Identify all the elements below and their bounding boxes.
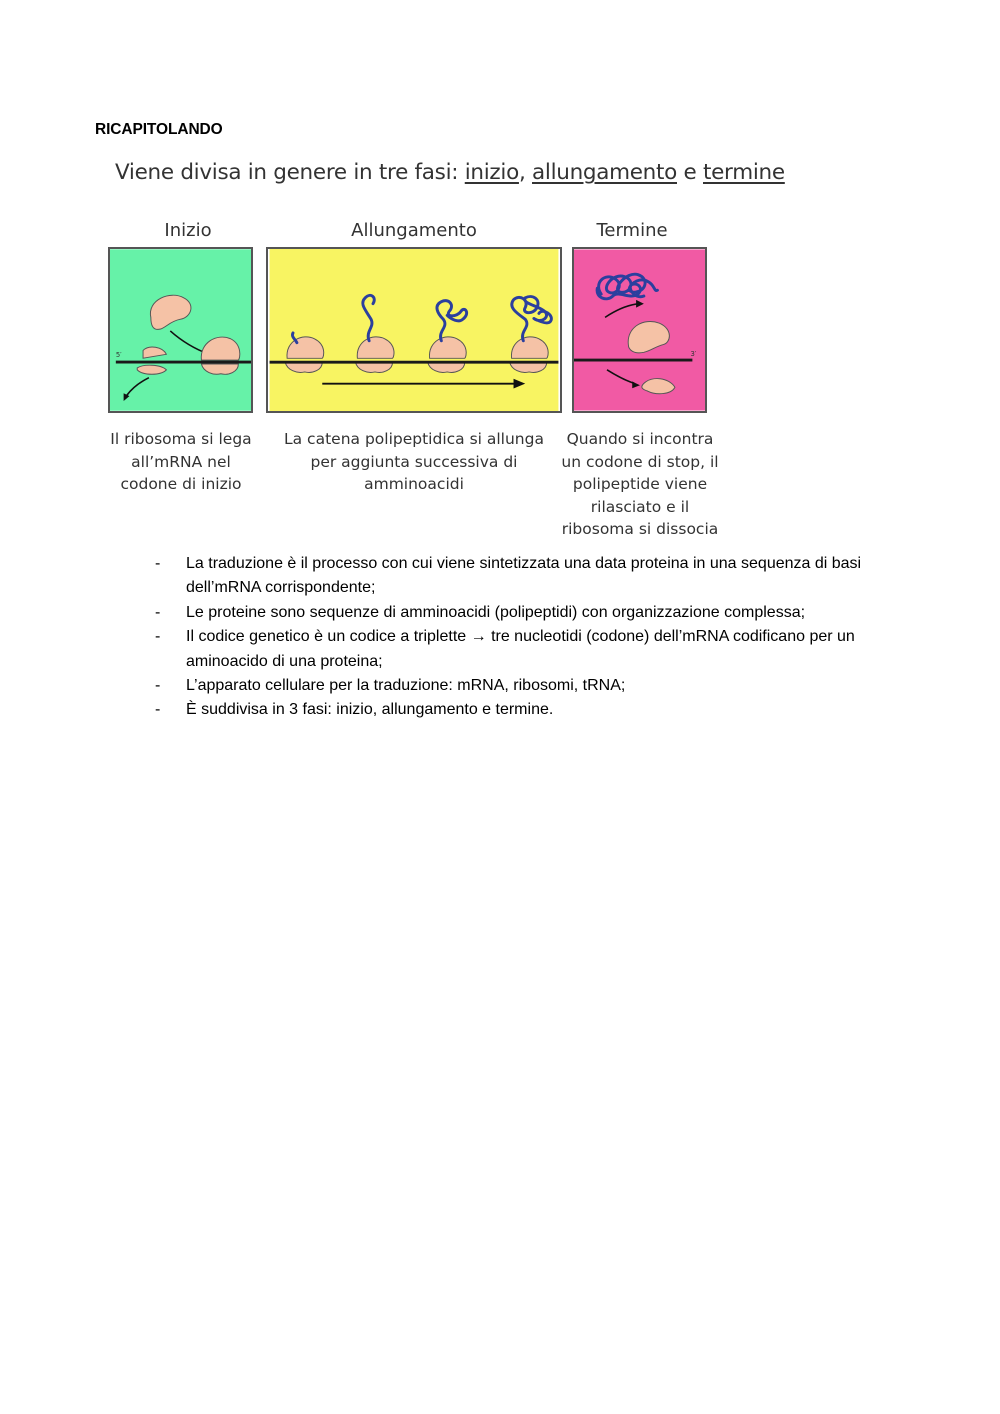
bullet-marker: - bbox=[155, 677, 161, 695]
bullet-marker: - bbox=[155, 555, 161, 572]
figure-title-phase-termine: termine bbox=[703, 160, 785, 185]
bullet-marker: - bbox=[155, 603, 161, 621]
caption-line: un codone di stop, il bbox=[561, 452, 719, 471]
list-item bbox=[150, 674, 910, 698]
page-heading: RICAPITOLANDO bbox=[95, 121, 223, 138]
mrna-3prime-label: 3′ bbox=[690, 350, 697, 359]
translation-phases-figure bbox=[100, 150, 785, 545]
panel-label-allungamento: Allungamento bbox=[351, 220, 477, 241]
list-item-text: È suddivisa in 3 fasi: inizio, allungamento e termine. bbox=[186, 701, 554, 719]
caption-line: codone di inizio bbox=[120, 475, 242, 493]
panel-inizio bbox=[108, 247, 253, 413]
summary-bullet-list bbox=[150, 552, 910, 723]
caption-line: polipeptide viene bbox=[572, 475, 708, 493]
figure-title-separator: e bbox=[677, 160, 703, 185]
list-item-text: Le proteine sono sequenze di amminoacidi (polipeptidi) con organizzazione complessa; bbox=[186, 603, 806, 621]
caption-inizio bbox=[96, 428, 266, 496]
mrna-5prime-label: 5′ bbox=[115, 351, 122, 360]
termine-illustration bbox=[574, 249, 705, 411]
panel-background bbox=[110, 249, 251, 410]
caption-termine bbox=[555, 428, 725, 541]
list-item bbox=[150, 552, 910, 601]
caption-line: all’mRNA nel bbox=[131, 452, 231, 471]
panel-label-inizio: Inizio bbox=[164, 220, 212, 241]
caption-line: rilasciato e il bbox=[590, 497, 690, 516]
figure-title-separator: , bbox=[518, 160, 533, 185]
list-item bbox=[150, 625, 910, 674]
figure-title-prefix: Viene divisa in genere in tre fasi: bbox=[115, 160, 465, 185]
allungamento-illustration bbox=[268, 249, 560, 411]
list-item-text: La traduzione è il processo con cui viene sintetizzata una data proteina in una sequenza di basi dell’mRNA corrispondente; bbox=[186, 555, 862, 597]
caption-line: Il ribosoma si lega bbox=[110, 430, 252, 448]
caption-line: amminoacidi bbox=[364, 475, 464, 493]
inizio-illustration bbox=[110, 249, 251, 411]
panel-termine bbox=[572, 247, 707, 413]
caption-allungamento bbox=[266, 428, 562, 496]
panel-label-termine: Termine bbox=[596, 220, 668, 241]
list-item bbox=[150, 698, 910, 722]
figure-title-phase-inizio: inizio bbox=[464, 160, 519, 185]
panel-allungamento bbox=[266, 247, 562, 413]
figure-title-phase-allungamento: allungamento bbox=[532, 160, 677, 185]
figure-title bbox=[115, 160, 785, 185]
caption-line: ribosoma si dissocia bbox=[561, 520, 719, 538]
list-item bbox=[150, 601, 910, 625]
caption-line: Quando si incontra bbox=[566, 430, 714, 448]
bullet-marker: - bbox=[155, 628, 161, 646]
bullet-marker: - bbox=[155, 701, 161, 719]
caption-line: La catena polipeptidica si allunga bbox=[284, 430, 544, 448]
list-item-text: Il codice genetico è un codice a triplette → tre nucleotidi (codone) dell’mRNA codificano per un aminoacido di una proteina; bbox=[186, 628, 855, 670]
caption-line: per aggiunta successiva di bbox=[310, 452, 518, 471]
list-item-text: L’apparato cellulare per la traduzione: mRNA, ribosomi, tRNA; bbox=[186, 677, 626, 695]
